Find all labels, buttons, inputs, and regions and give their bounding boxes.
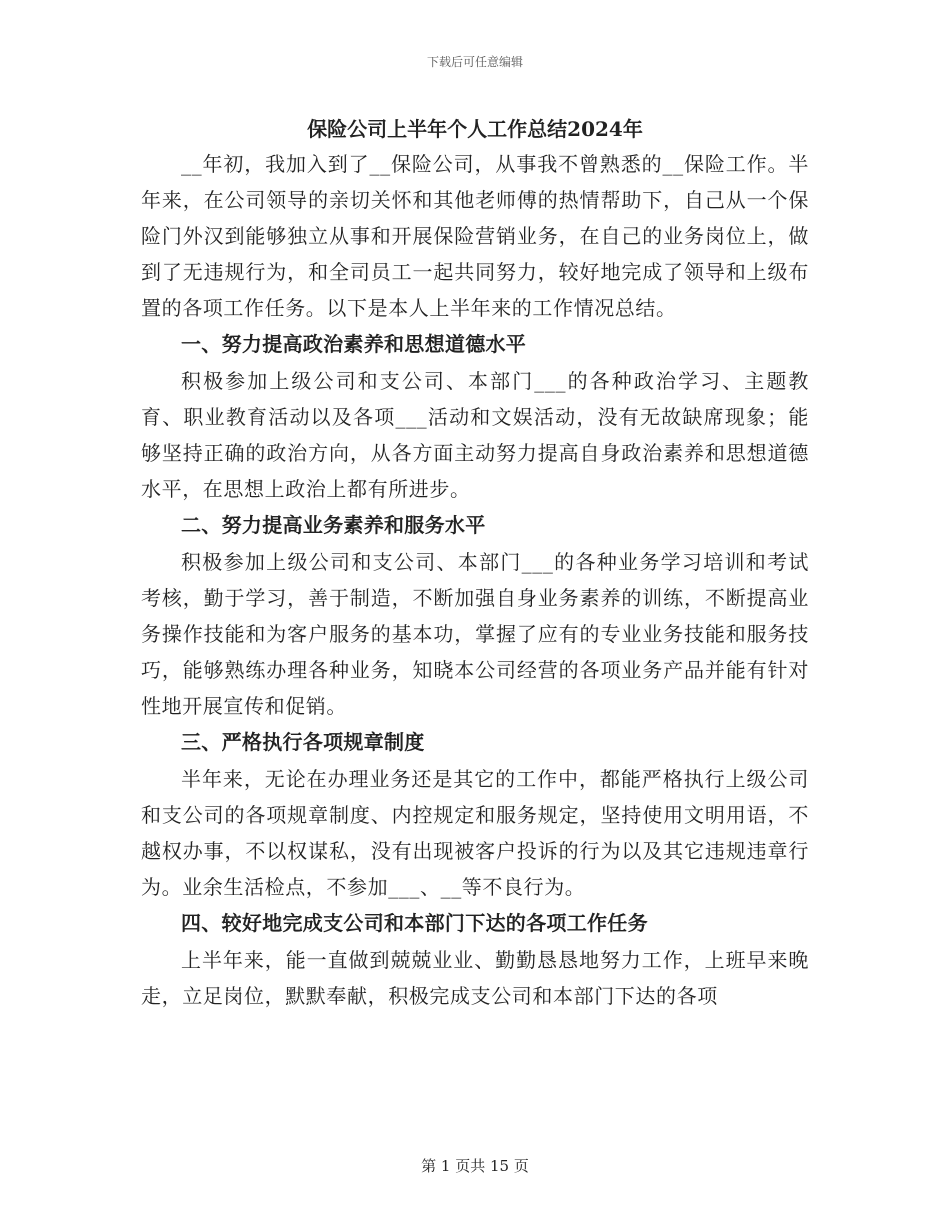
section-3-paragraph: 半年来，无论在办理业务还是其它的工作中，都能严格执行上级公司和支公司的各项规章制度、内控规定和服务规定，坚持使用文明用语，不越权办事，不以权谋私，没有出现被客户投诉的行为以及其它违规违章行为。业余生活检点，不参加___、__等不良行为。	[141, 767, 809, 899]
document-title: 保险公司上半年个人工作总结2024年	[307, 117, 643, 141]
section-4-paragraph: 上半年来，能一直做到兢兢业业、勤勤恳恳地努力工作，上班早来晚走，立足岗位，默默奉献，积极完成支公司和本部门下达的各项	[141, 948, 809, 1008]
intro-paragraph: __年初，我加入到了__保险公司，从事我不曾熟悉的__保险工作。半年来，在公司领导的亲切关怀和其他老师傅的热情帮助下，自己从一个保险门外汉到能够独立从事和开展保险营销业务，在自己的业务岗位上，做到了无违规行为，和全司员工一起共同努力，较好地完成了领导和上级布置的各项工作任务。以下是本人上半年来的工作情况总结。	[141, 152, 809, 320]
section-heading-2: 二、努力提高业务素养和服务水平	[181, 513, 486, 537]
section-heading-1: 一、努力提高政治素养和思想道德水平	[181, 332, 527, 356]
section-heading-3: 三、严格执行各项规章制度	[181, 730, 425, 754]
section-1-paragraph: 积极参加上级公司和支公司、本部门___的各种政治学习、主题教育、职业教育活动以及各项___活动和文娱活动，没有无故缺席现象；能够坚持正确的政治方向，从各方面主动努力提高自身政治素养和思想道德水平，在思想上政治上都有所进步。	[141, 369, 809, 501]
section-heading-4: 四、较好地完成支公司和本部门下达的各项工作任务	[181, 911, 648, 935]
section-2-paragraph: 积极参加上级公司和支公司、本部门___的各种业务学习培训和考试考核，勤于学习，善于制造，不断加强自身业务素养的训练，不断提高业务操作技能和为客户服务的基本功，掌握了应有的专业业务技能和服务技巧，能够熟练办理各种业务，知晓本公司经营的各项业务产品并能有针对性地开展宣传和促销。	[141, 550, 809, 718]
page-footer: 第 1 页共 15 页	[421, 1157, 529, 1175]
document-body	[141, 112, 809, 1014]
page-header: 下载后可任意编辑	[426, 55, 523, 69]
